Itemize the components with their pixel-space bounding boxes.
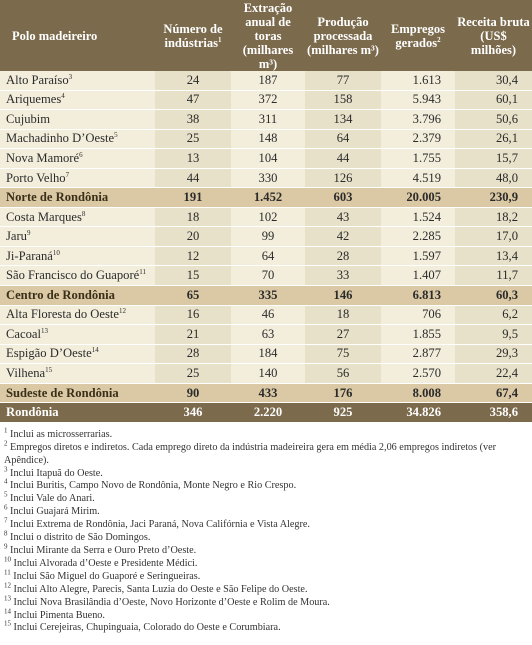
- value-cell: 25: [155, 129, 231, 149]
- row-name-cell: Norte de Rondônia: [0, 188, 155, 208]
- footnote: $^{10}$ Inclui Alvorada d’Oeste e Presidente Médici.: [4, 555, 198, 569]
- value-cell: 22,4: [455, 364, 532, 384]
- row-name-cell: Rondônia: [0, 403, 155, 423]
- value-cell: 20: [155, 227, 231, 247]
- value-cell: 90: [155, 383, 231, 403]
- value-cell: 27: [305, 325, 381, 345]
- value-cell: 15,7: [455, 149, 532, 169]
- footnotes: [0, 423, 532, 636]
- value-cell: 925: [305, 403, 381, 423]
- value-cell: 9,5: [455, 325, 532, 345]
- table-row: [0, 325, 532, 345]
- row-name-cell: Machadinho D’Oeste$^5$: [0, 129, 155, 149]
- value-cell: 15: [155, 266, 231, 286]
- footnote: $^4$ Inclui Buritis, Campo Novo de Rondônia, Monte Negro e Rio Crespo.: [4, 478, 297, 492]
- value-cell: 433: [231, 383, 305, 403]
- value-cell: 30,4: [455, 71, 532, 90]
- footnote: $^3$ Inclui Itapuã do Oeste.: [4, 465, 103, 479]
- row-name-cell: Nova Mamoré$^6$: [0, 149, 155, 169]
- value-cell: 60,1: [455, 90, 532, 110]
- subtotal-row: [0, 286, 532, 306]
- value-cell: 47: [155, 90, 231, 110]
- table-row: [0, 207, 532, 227]
- value-cell: 18: [305, 305, 381, 325]
- value-cell: 1.755: [381, 149, 455, 169]
- value-cell: 4.519: [381, 168, 455, 188]
- value-cell: 6.813: [381, 286, 455, 306]
- value-cell: 21: [155, 325, 231, 345]
- value-cell: 28: [305, 246, 381, 266]
- row-name-cell: São Francisco do Guaporé$^{11}$: [0, 266, 155, 286]
- value-cell: 158: [305, 90, 381, 110]
- value-cell: 25: [155, 364, 231, 384]
- header-extracao: Extração anual de toras (milhares m³): [231, 0, 305, 71]
- value-cell: 2.570: [381, 364, 455, 384]
- value-cell: 18: [155, 207, 231, 227]
- value-cell: 56: [305, 364, 381, 384]
- row-name-cell: Alta Floresta do Oeste$^{12}$: [0, 305, 155, 325]
- row-name-cell: Vilhena$^{15}$: [0, 364, 155, 384]
- value-cell: 38: [155, 110, 231, 130]
- row-name-cell: Cujubim: [0, 110, 155, 130]
- total-row: [0, 403, 532, 423]
- value-cell: 29,3: [455, 344, 532, 364]
- table-row: [0, 129, 532, 149]
- value-cell: 18,2: [455, 207, 532, 227]
- footnote: $^6$ Inclui Guajará Mirim.: [4, 503, 100, 518]
- header-empregos: Empregos gerados$^2$: [381, 0, 455, 71]
- value-cell: 26,1: [455, 129, 532, 149]
- value-cell: 60,3: [455, 286, 532, 306]
- table-row: [0, 344, 532, 364]
- value-cell: 20.005: [381, 188, 455, 208]
- value-cell: 5.943: [381, 90, 455, 110]
- value-cell: 42: [305, 227, 381, 247]
- footnote: $^{13}$ Inclui Nova Brasilândia d’Oeste, Novo Horizonte d’Oeste e Rolim de Moura.: [4, 594, 330, 608]
- value-cell: 2.379: [381, 129, 455, 149]
- footnote: $^{12}$ Inclui Alto Alegre, Parecis, Santa Luzia do Oeste e São Felipe do Oeste.: [4, 581, 308, 595]
- value-cell: 1.452: [231, 188, 305, 208]
- value-cell: 64: [231, 246, 305, 266]
- value-cell: 187: [231, 71, 305, 90]
- footnote: $^{11}$ Inclui São Miguel do Guaporé e Seringueiras.: [4, 568, 201, 582]
- row-name-cell: Jaru$^9$: [0, 227, 155, 247]
- value-cell: 13,4: [455, 246, 532, 266]
- value-cell: 2.285: [381, 227, 455, 247]
- table-row: [0, 246, 532, 266]
- row-name-cell: Cacoal$^{13}$: [0, 325, 155, 345]
- footnote: $^1$ Inclui as microsserrarias.: [4, 426, 113, 440]
- footnote: $^9$ Inclui Mirante da Serra e Ouro Preto d’Oeste.: [4, 542, 197, 556]
- footnote: $^{14}$ Inclui Pimenta Bueno.: [4, 607, 105, 621]
- value-cell: 3.796: [381, 110, 455, 130]
- footnote: $^8$ Inclui o distrito de São Domingos.: [4, 529, 151, 544]
- value-cell: 2.220: [231, 403, 305, 423]
- table-header-row: [0, 0, 532, 71]
- table-row: [0, 227, 532, 247]
- value-cell: 126: [305, 168, 381, 188]
- row-name-cell: Sudeste de Rondônia: [0, 383, 155, 403]
- value-cell: 184: [231, 344, 305, 364]
- row-name-cell: Centro de Rondônia: [0, 286, 155, 306]
- value-cell: 46: [231, 305, 305, 325]
- table-row: [0, 168, 532, 188]
- table-row: [0, 364, 532, 384]
- value-cell: 1.613: [381, 71, 455, 90]
- value-cell: 50,6: [455, 110, 532, 130]
- value-cell: 2.877: [381, 344, 455, 364]
- value-cell: 603: [305, 188, 381, 208]
- value-cell: 1.407: [381, 266, 455, 286]
- value-cell: 64: [305, 129, 381, 149]
- footnote: $^2$ Empregos diretos e indiretos. Cada emprego direto da indústria madeireira gera em média 2,06 empregos indiretos (ver Apêndice).: [4, 439, 497, 466]
- subtotal-row: [0, 383, 532, 403]
- subtotal-row: [0, 188, 532, 208]
- value-cell: 148: [231, 129, 305, 149]
- row-name-cell: Ariquemes$^4$: [0, 90, 155, 110]
- value-cell: 70: [231, 266, 305, 286]
- value-cell: 99: [231, 227, 305, 247]
- value-cell: 16: [155, 305, 231, 325]
- table-row: [0, 149, 532, 169]
- value-cell: 335: [231, 286, 305, 306]
- value-cell: 1.597: [381, 246, 455, 266]
- value-cell: 176: [305, 383, 381, 403]
- table-row: [0, 71, 532, 90]
- header-receita: Receita bruta (US$ milhões): [455, 0, 532, 71]
- value-cell: 12: [155, 246, 231, 266]
- row-name-cell: Espigão D’Oeste$^{14}$: [0, 344, 155, 364]
- value-cell: 372: [231, 90, 305, 110]
- value-cell: 11,7: [455, 266, 532, 286]
- value-cell: 17,0: [455, 227, 532, 247]
- footnote: $^{15}$ Inclui Cerejeiras, Chupinguaia, Colorado do Oeste e Corumbiara.: [4, 620, 281, 634]
- value-cell: 48,0: [455, 168, 532, 188]
- value-cell: 358,6: [455, 403, 532, 423]
- value-cell: 77: [305, 71, 381, 90]
- value-cell: 8.008: [381, 383, 455, 403]
- value-cell: 230,9: [455, 188, 532, 208]
- value-cell: 34.826: [381, 403, 455, 423]
- value-cell: 311: [231, 110, 305, 130]
- value-cell: 75: [305, 344, 381, 364]
- value-cell: 346: [155, 403, 231, 423]
- value-cell: 134: [305, 110, 381, 130]
- row-name-cell: Porto Velho$^7$: [0, 168, 155, 188]
- value-cell: 13: [155, 149, 231, 169]
- table-row: [0, 90, 532, 110]
- value-cell: 28: [155, 344, 231, 364]
- value-cell: 102: [231, 207, 305, 227]
- row-name-cell: Costa Marques$^8$: [0, 207, 155, 227]
- row-name-cell: Alto Paraíso$^3$: [0, 71, 155, 90]
- value-cell: 33: [305, 266, 381, 286]
- table-row: [0, 305, 532, 325]
- value-cell: 24: [155, 71, 231, 90]
- value-cell: 44: [155, 168, 231, 188]
- value-cell: 65: [155, 286, 231, 306]
- value-cell: 104: [231, 149, 305, 169]
- header-industrias: Número de indústrias$^1$: [155, 0, 231, 71]
- value-cell: 63: [231, 325, 305, 345]
- table-row: [0, 110, 532, 130]
- value-cell: 191: [155, 188, 231, 208]
- value-cell: 140: [231, 364, 305, 384]
- footnote: $^5$ Inclui Vale do Anari.: [4, 490, 95, 505]
- value-cell: 43: [305, 207, 381, 227]
- row-name-cell: Ji-Paraná$^{10}$: [0, 246, 155, 266]
- footnote: $^7$ Inclui Extrema de Rondônia, Jaci Paraná, Nova Califórnia e Vista Alegre.: [4, 516, 310, 531]
- value-cell: 67,4: [455, 383, 532, 403]
- header-polo: Polo madeireiro: [0, 0, 155, 71]
- value-cell: 44: [305, 149, 381, 169]
- value-cell: 330: [231, 168, 305, 188]
- value-cell: 1.524: [381, 207, 455, 227]
- value-cell: 6,2: [455, 305, 532, 325]
- table-row: [0, 266, 532, 286]
- value-cell: 706: [381, 305, 455, 325]
- table-body: [0, 71, 532, 422]
- header-producao: Produção processada (milhares m³): [305, 0, 381, 71]
- value-cell: 1.855: [381, 325, 455, 345]
- value-cell: 146: [305, 286, 381, 306]
